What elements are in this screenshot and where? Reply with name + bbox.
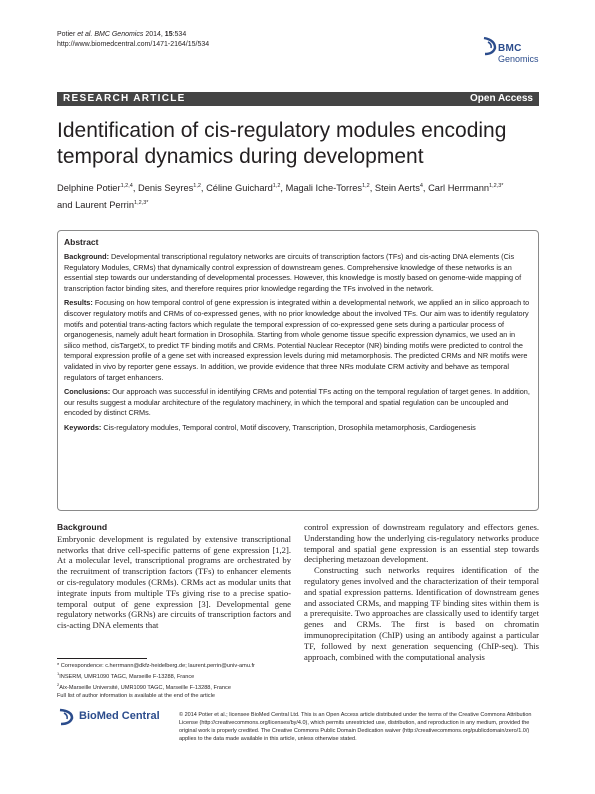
abstract-keywords: Keywords: Cis-regulatory modules, Temporal control, Motif discovery, Transcription, Drosophila metamorphosis, Cardiogenesis — [64, 422, 476, 432]
footnotes — [57, 662, 291, 700]
citation-volume: 15 — [164, 31, 173, 38]
body-paragraph: control expression of downstream regulatory and effectors genes. Understanding how the underlying cis-regulatory networks produce temporal and spatial gene expression is an essential step towards deciphering metazoan development. — [304, 522, 539, 565]
abstract-heading: Abstract — [64, 237, 99, 247]
citation-journal: et al. BMC Genomics — [77, 31, 144, 38]
publisher-logo-text: BioMed Central — [79, 710, 160, 722]
journal-logo — [481, 36, 541, 74]
author: , Magali Iche-Torres$^{1,2}$ — [280, 183, 370, 193]
journal-logo-line2: Genomics — [498, 54, 539, 64]
abstract-conclusions: Conclusions: Our approach was successful in identifying CRMs and potential TFs acting on the temporal regulation of target genes. In addition, our results suggest a modular architecture of the regulatory machinery, in which the temporal and spatial regulation can be uncoupled and encoded by distinct CRMs. — [64, 387, 530, 418]
publisher-logo — [57, 708, 172, 726]
body-column-right — [304, 522, 539, 662]
journal-logo-icon — [481, 36, 499, 56]
article-url[interactable]: http://www.biomedcentral.com/1471-2164/15/534 — [57, 41, 210, 48]
publisher-logo-icon — [57, 708, 77, 726]
citation-page: :534 — [172, 31, 187, 38]
article-type-banner — [57, 92, 539, 106]
author-info-note: Full list of author information is available at the end of the article — [57, 693, 215, 699]
license-notice: © 2014 Potier et al.; licensee BioMed Central Ltd. This is an Open Access article distributed under the terms of the Creative Commons Attribution License (http://creativecommons.org/licenses/by/4.0), which permits unrestricted use, distribution, and reproduction in any medium, provided the original work is properly credited. The Creative Commons Public Domain Dedication waiver (http://creativecommons.org/publicdomain/zero/1.0/) applies to the data made available in this article, unless otherwise stated. — [179, 712, 532, 742]
open-access-label: Open Access — [470, 93, 533, 104]
author: , Stein Aerts$^4$ — [369, 183, 423, 193]
author-list — [57, 179, 547, 213]
abstract-results: Results: Focusing on how temporal control of gene expression is integrated within a developmental network, we applied an in silico approach to discover regulatory motifs and CRMs of co-expressed genes, with no prior knowledge about the involved TFs. Our aim was to identify regulatory motifs and potential trans-acting factors which regulate the temporal expression of co-expressed gene sets during a particular process of organogenesis, namely adult heart formation in Drosophila. Starting from whole genome tissue specific expression dynamics, we used an in silico method, cisTargetX, to predict TF binding motifs and CRMs. Potential Nuclear Receptor (NR) binding motifs were predicted to control the temporal expression profile of a gene set with increased expression levels during mid metamorphosis. The predicted CRMs and NR motifs were validated in vivo by reporter gene essays. In addition, we provide evidence that three NRs modulate CRM activity and behave as temporal regulators of target enhancers. — [64, 298, 530, 382]
author: , Carl Herrmann$^{1,2,3*}$ — [422, 183, 504, 193]
body-paragraph: Constructing such networks requires identification of the regulatory genes involved and the characterization of their temporal and spatial expression patterns. Identification of downstream genes and associated CRMs, and mapping TF binding sites within them is a prerequisite. Two approaches are classically used to identify target genes and CRMs. The first is based on chromatin immunoprecipitation (ChIP) using an antibody against a particular TF, followed by next generation sequencing (ChIP-seq). This approach, combined with the computational analysis — [304, 565, 539, 662]
citation-authors: Potier — [57, 31, 78, 38]
author: Delphine Potier$^{1,2,4}$ — [57, 183, 133, 193]
article-type-label: RESEARCH ARTICLE — [63, 93, 186, 104]
citation-line — [57, 30, 209, 40]
section-heading-background: Background — [57, 522, 108, 532]
affiliation-note: $^2$Aix-Marseille Université, UMR1090 TAGC, Marseille F-13288, France — [57, 682, 231, 691]
body-paragraph: Embryonic development is regulated by extensive transcriptional networks that drive cell-specific patterns of gene expression [1,2]. At a molecular level, transcriptional programs are orchestrated by the recruitment of transcription factors (TFs) to enhancer elements or cis-regulatory modules (CRMs). CRMs act as modular units that integrate inputs from multiple TFs giving rise to a precise spatio-temporal output of gene expression [3]. Developmental gene regulatory networks (GRNs) are circuits of transcription factors and cis-acting DNA elements that — [57, 533, 291, 631]
body-column-left — [57, 522, 291, 631]
header-citation — [57, 30, 209, 50]
abstract-box — [57, 230, 539, 511]
affiliation-note: $^1$INSERM, UMR1090 TAGC, Marseille F-13288, France — [57, 671, 195, 680]
footnote-divider — [57, 658, 147, 659]
author: , Céline Guichard$^{1,2}$ — [200, 183, 281, 193]
correspondence-note: * Correspondence: c.herrmann@dkfz-heidelberg.de; laurent.perrin@univ-amu.fr — [57, 663, 255, 669]
journal-logo-line1: BMC — [498, 43, 522, 54]
author: , Denis Seyres$^{1,2}$ — [132, 183, 201, 193]
author: and Laurent Perrin$^{1,2,3*}$ — [57, 200, 149, 210]
citation-year: 2014, — [143, 31, 165, 38]
article-title: Identification of cis-regulatory modules encoding temporal dynamics during development — [57, 119, 507, 168]
abstract-background: Background: Developmental transcriptional regulatory networks are circuits of transcription factors (TFs) and cis-acting DNA elements (Cis Regulatory Modules, CRMs) that dynamically control expression of downstream genes. Comprehensive knowledge of these networks is an essential step towards our understanding of developmental processes. However, this knowledge is mostly based on genome-wide mapping of transcription factor binding sites, and therefore requires prior knowledge regarding the TFs involved in the network. — [64, 252, 522, 293]
